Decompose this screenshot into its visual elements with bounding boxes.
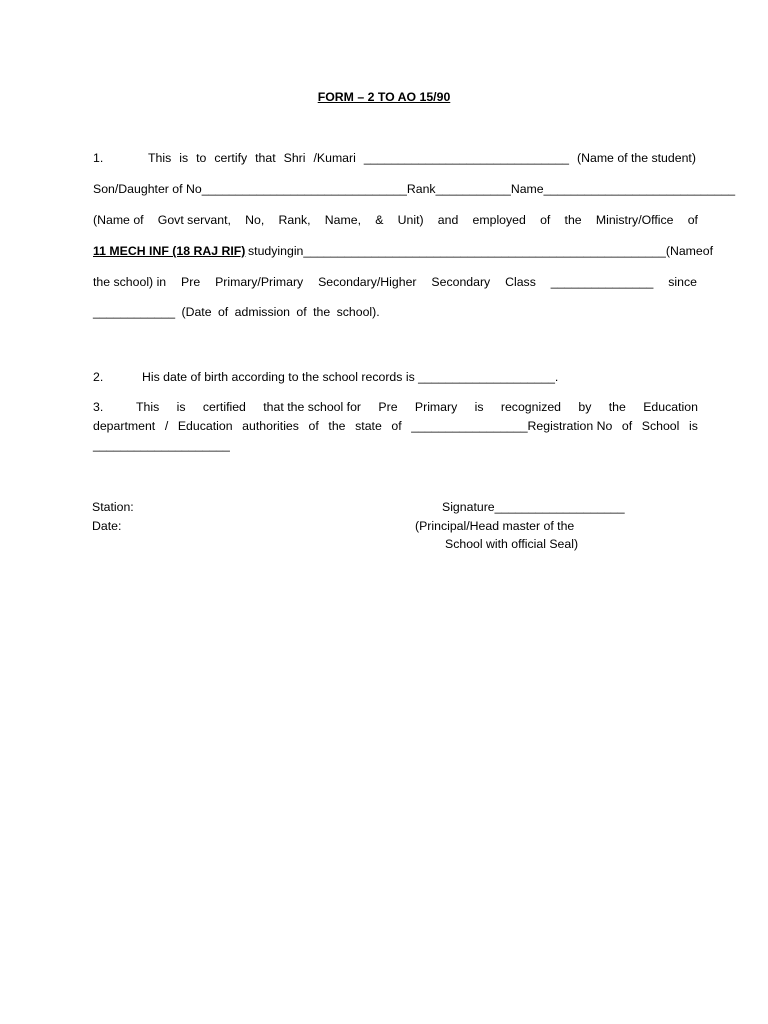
s3l2-w7: of (391, 419, 402, 433)
signature-label: Signature___________________ (442, 500, 625, 514)
section1-line2 (93, 182, 736, 196)
s1l5-w1: Pre (181, 275, 201, 289)
s1l1-w2: to (196, 151, 207, 165)
admission-date-line: ____________ (Date of admission of the school). (93, 305, 380, 319)
s1l3-w11: Ministry/Office (595, 213, 674, 227)
s1l1-w3: certify (214, 151, 248, 165)
s3l1-w6: is (474, 400, 484, 414)
unit-name: 11 MECH INF (18 RAJ RIF) (93, 244, 246, 258)
s1l3-w12: of (687, 213, 698, 227)
s1l3-w6: Unit) (397, 213, 424, 227)
s1l1-w8: (Name of the student) (577, 151, 696, 165)
section1-line4 (248, 244, 714, 258)
s1l3-w8: employed (472, 213, 526, 227)
s1l1-w4: that (255, 151, 276, 165)
s1l3-w4: Name, (324, 213, 362, 227)
s1l3-w10: the (564, 213, 582, 227)
section1-line5 (93, 275, 697, 289)
s1l1-w6: /Kumari (313, 151, 356, 165)
section2-number: 2. (93, 370, 104, 384)
school-name-blank: _____________________________________________________ (303, 244, 666, 258)
s3l2-w9: of (621, 419, 633, 433)
s1l1-w1: is (179, 151, 189, 165)
s1l1-w0: This (148, 151, 172, 165)
signatory-role-line2: School with official Seal) (445, 537, 579, 551)
s1l5-w2: Primary/Primary (215, 275, 304, 289)
s3l1-w10: Education (643, 400, 698, 414)
s1l2-w0: Son/Daughter of No (93, 182, 202, 196)
station-label: Station: (92, 500, 134, 514)
s1l5-w0: the school) in (93, 275, 167, 289)
s1l5-w4: Secondary (431, 275, 491, 289)
s3l1-w0: This (136, 400, 160, 414)
s3l1-w8: by (578, 400, 592, 414)
s1l3-w0: (Name of (93, 213, 144, 227)
section1-number: 1. (93, 151, 104, 165)
section3-number: 3. (93, 400, 104, 414)
section3-line2 (93, 419, 698, 433)
s1l5-w5: Class (505, 275, 536, 289)
s3l2-w6: state (355, 419, 382, 433)
s1l4-w1: in (293, 244, 304, 258)
state-registration-blank: _________________Registration No (411, 419, 613, 433)
registration-no-blank: ____________________ (93, 438, 230, 452)
s1l5-w3: Secondary/Higher (318, 275, 417, 289)
s3l2-w0: department (93, 419, 156, 433)
s3l1-w5: Primary (414, 400, 458, 414)
s1l1-w5: Shri (283, 151, 306, 165)
s3l1-w7: recognized (500, 400, 562, 414)
s3l1-w9: the (608, 400, 626, 414)
s3l2-w1: / (164, 419, 169, 433)
s3l2-w2: Education (177, 419, 233, 433)
s1l5-w7: since (668, 275, 697, 289)
s1l4-w4: of (702, 244, 714, 258)
s1l3-w5: & (375, 213, 384, 227)
s3l2-w5: the (328, 419, 346, 433)
form-title: FORM – 2 TO AO 15/90 (317, 90, 451, 104)
s3l2-w10: School (641, 419, 680, 433)
section3-line1 (136, 400, 698, 414)
s1l3-w9: of (540, 213, 551, 227)
section1-line3 (93, 213, 698, 227)
date-label: Date: (92, 519, 122, 533)
s3l1-w1: is (176, 400, 186, 414)
section1-line1 (148, 151, 696, 165)
signatory-role-line1: (Principal/Head master of the (415, 519, 575, 533)
s3l1-w2: certified (202, 400, 246, 414)
s1l2-w2: Name (510, 182, 544, 196)
s3l2-w11: is (689, 419, 698, 433)
service-no-rank-blank: ______________________________Rank___________ (201, 182, 511, 196)
govt-servant-name-blank: ____________________________ (543, 182, 736, 196)
s1l3-w1: Govt servant, (157, 213, 231, 227)
s3l2-w3: authorities (242, 419, 299, 433)
s3l2-w4: of (308, 419, 319, 433)
s1l4-w0: studying (248, 244, 294, 258)
s1l3-w7: and (437, 213, 459, 227)
s3l1-w4: Pre (378, 400, 398, 414)
s1l4-w3: (Name (665, 244, 703, 258)
s3l1-w3: that the school for (263, 400, 362, 414)
class-blank: _______________ (550, 275, 654, 289)
s1l3-w3: Rank, (278, 213, 311, 227)
dob-line: His date of birth according to the school records is ____________________. (142, 370, 559, 384)
s1l3-w2: No, (245, 213, 265, 227)
student-name-blank: ______________________________ (363, 151, 570, 165)
